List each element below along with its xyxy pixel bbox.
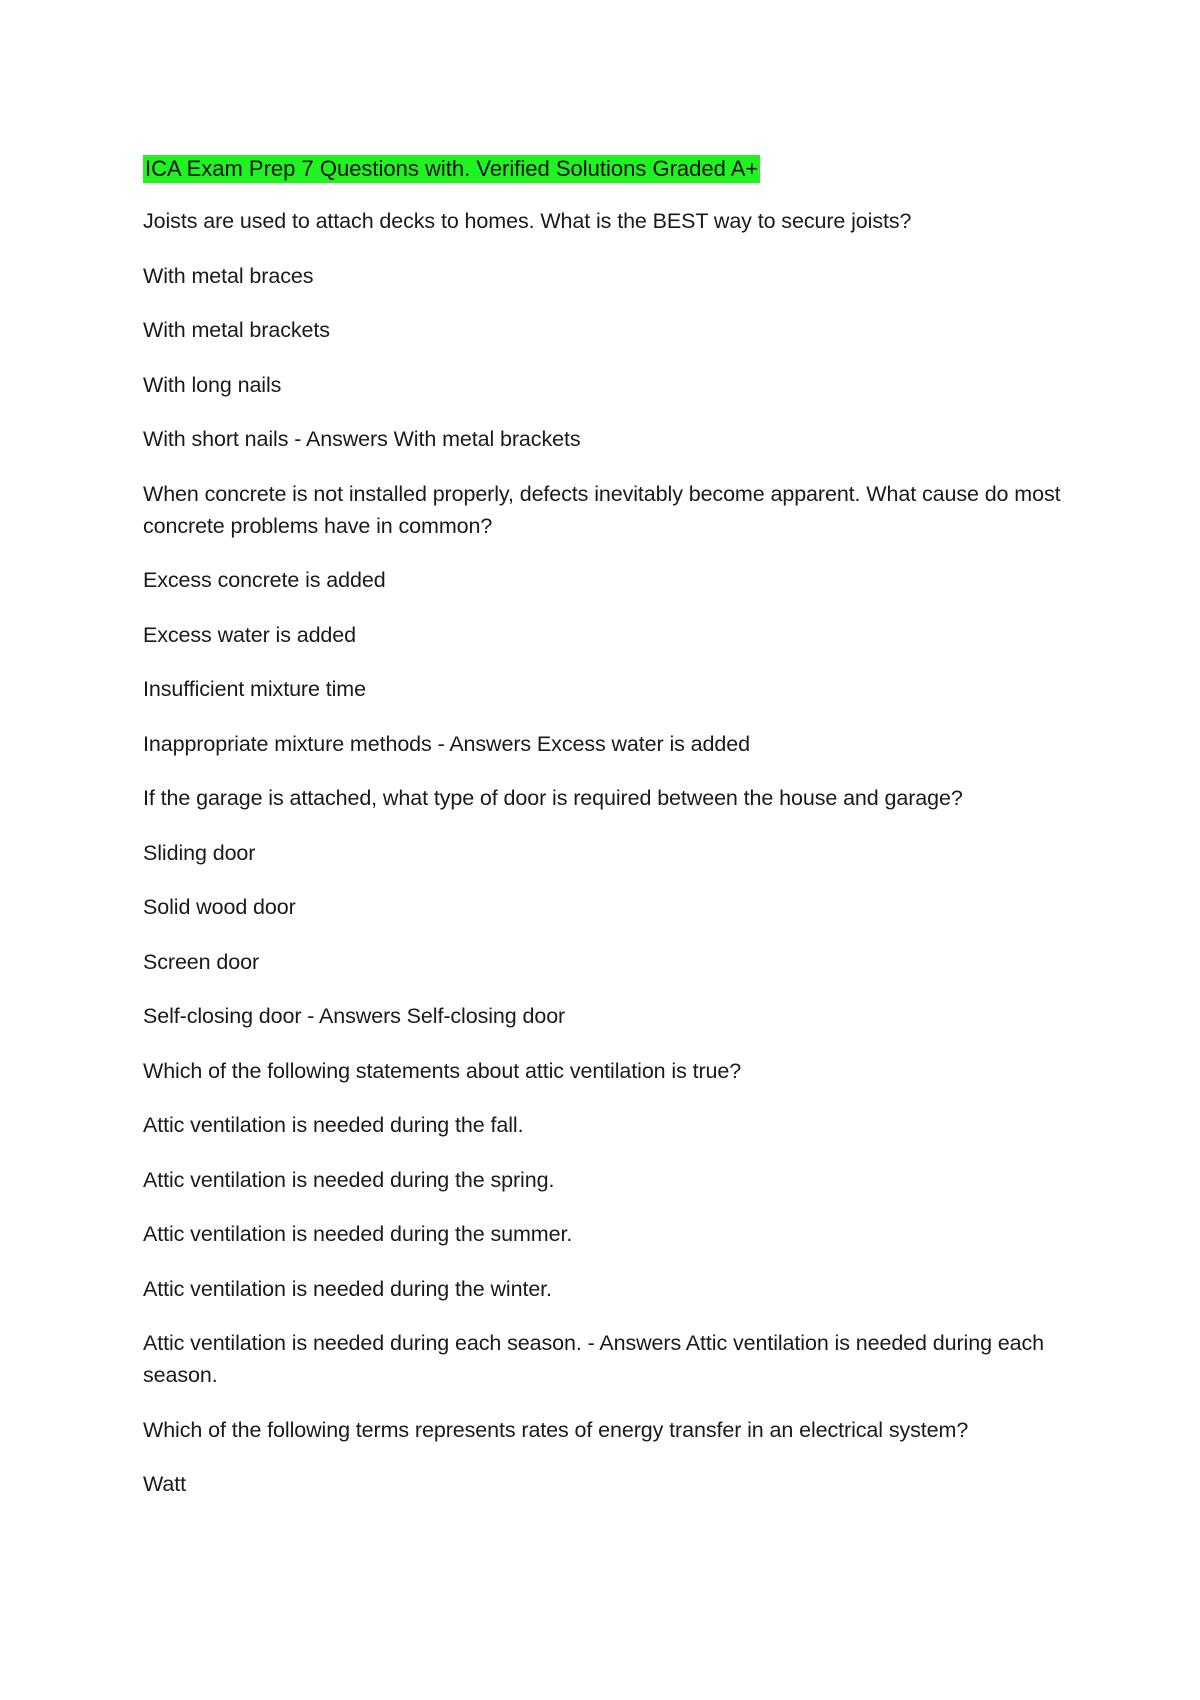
answer-option: Attic ventilation is needed during the fall. — [143, 1113, 524, 1137]
question-text: If the garage is attached, what type of door is required between the house and garage? — [143, 786, 963, 810]
answer-option: Excess concrete is added — [143, 568, 386, 592]
answer-option: Sliding door — [143, 840, 256, 865]
answer-option: Excess water is added — [143, 622, 357, 647]
answer-option-with-solution: Attic ventilation is needed during each season. - Answers Attic ventilation is needed during each season. — [143, 1331, 1045, 1387]
answer-option-with-solution: Inappropriate mixture methods - Answers Excess water is added — [143, 731, 750, 756]
question-text: Which of the following statements about attic ventilation is true? — [143, 1058, 742, 1083]
answer-option: Watt — [143, 1472, 186, 1496]
question-text: When concrete is not installed properly, defects inevitably become apparent. What cause do most concrete problems have in common? — [143, 481, 1061, 538]
answer-option: Screen door — [143, 949, 260, 974]
answer-option: Attic ventilation is needed during the winter. — [143, 1276, 552, 1301]
question-text: Joists are used to attach decks to homes. What is the BEST way to secure joists? — [143, 209, 912, 233]
answer-option-with-solution: With short nails - Answers With metal brackets — [143, 427, 581, 451]
document-body — [143, 153, 1083, 1523]
answer-option: Solid wood door — [143, 895, 296, 919]
document-title: ICA Exam Prep 7 Questions with. Verified Solutions Graded A+ — [145, 156, 759, 181]
answer-option: Insufficient mixture time — [143, 677, 366, 701]
answer-option: Attic ventilation is needed during the summer. — [143, 1222, 573, 1246]
question-text: Which of the following terms represents rates of energy transfer in an electrical system? — [143, 1417, 969, 1442]
answer-option: With metal brackets — [143, 318, 330, 342]
answer-option: Attic ventilation is needed during the spring. — [143, 1167, 555, 1192]
document-title-line — [143, 153, 1083, 185]
answer-option-with-solution: Self-closing door - Answers Self-closing door — [143, 1004, 566, 1028]
answer-option: With metal braces — [143, 263, 314, 288]
answer-option: With long nails — [143, 372, 282, 397]
